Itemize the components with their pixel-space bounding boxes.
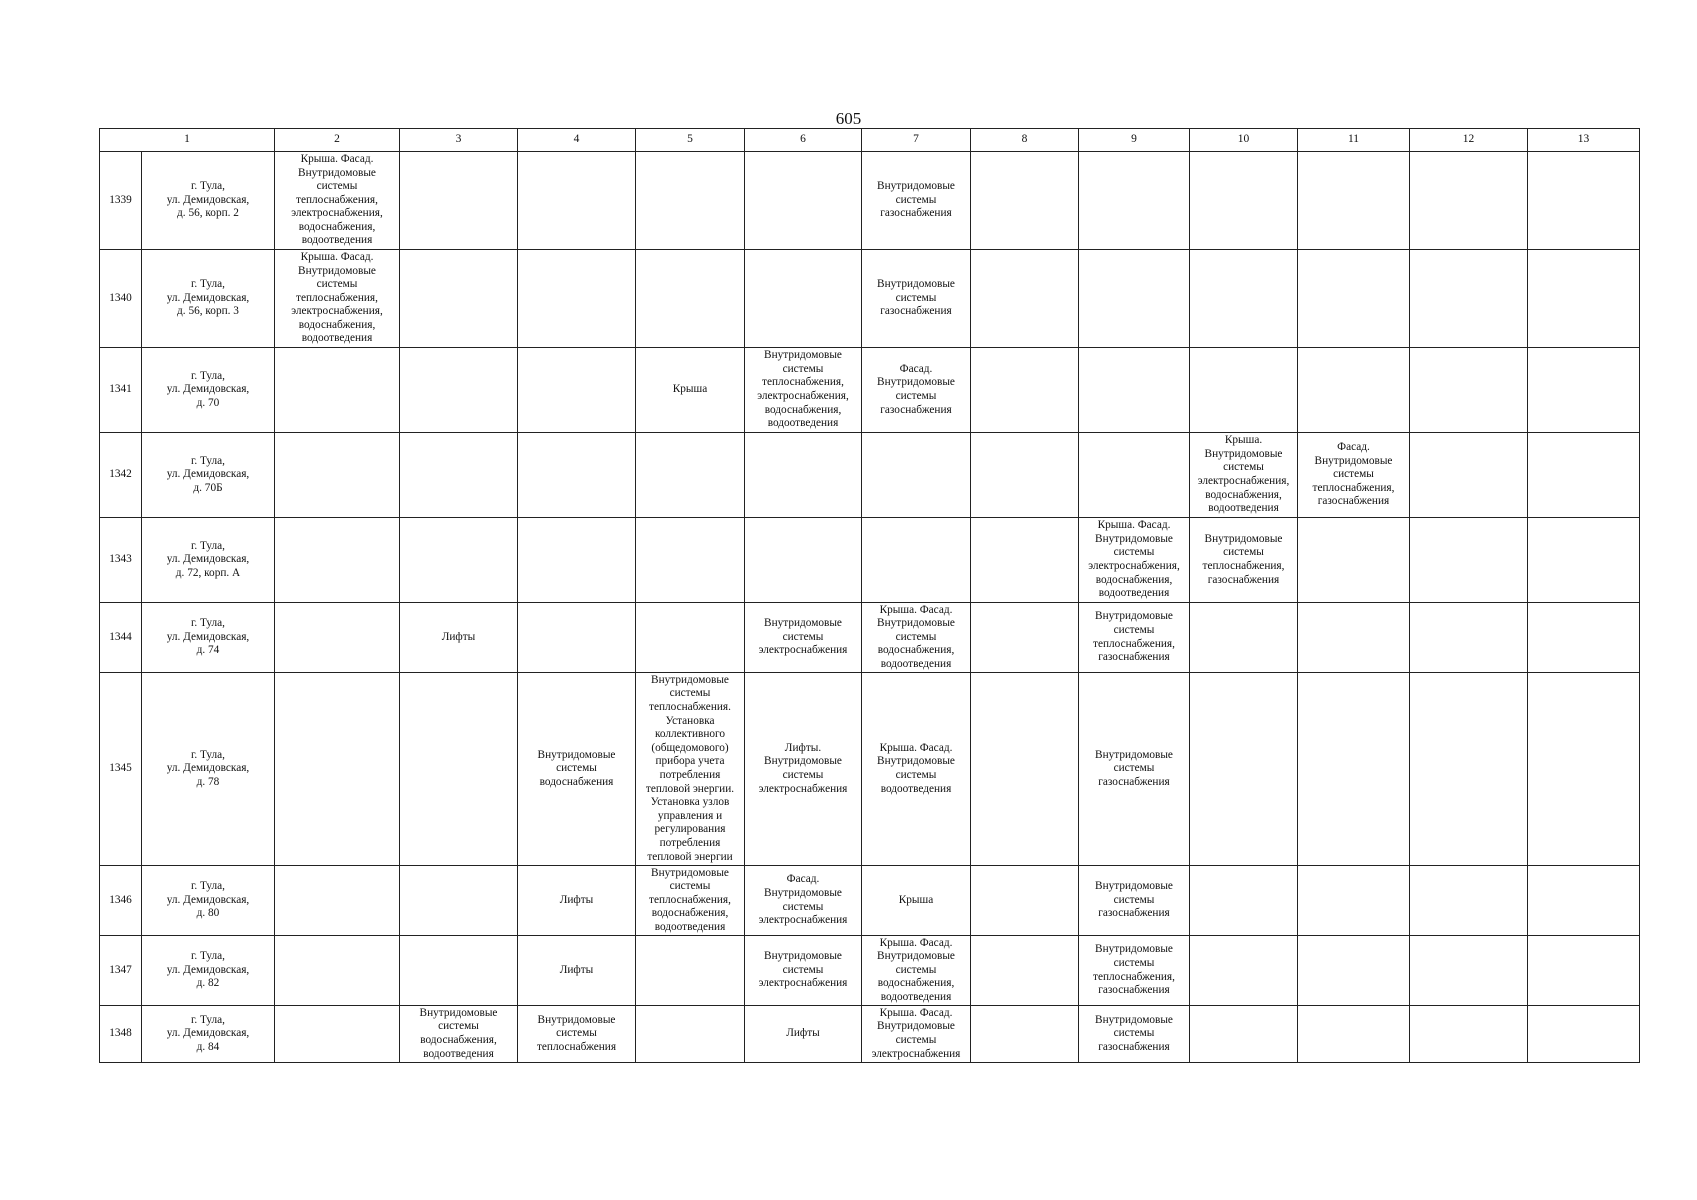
work-cell-col-11 [1298,518,1410,603]
work-cell-col-3 [400,250,518,348]
work-cell-col-6: Фасад. Внутридомовые системы электроснабжения [745,866,862,936]
work-cell-col-7: Внутридомовые системы газоснабжения [862,250,971,348]
work-cell-col-3 [400,152,518,250]
column-header: 7 [862,129,971,152]
work-cell-col-11 [1298,866,1410,936]
work-cell-col-13 [1528,348,1640,433]
work-cell-col-5 [636,518,745,603]
work-cell-col-4: Внутридомовые системы теплоснабжения [518,1006,636,1063]
work-cell-col-12 [1410,518,1528,603]
address-cell: г. Тула, ул. Демидовская, д. 78 [142,673,275,866]
row-number-cell: 1340 [100,250,142,348]
work-cell-col-10 [1190,603,1298,673]
table-row [100,250,1640,348]
work-cell-col-4 [518,152,636,250]
work-cell-col-5 [636,603,745,673]
row-number-cell: 1345 [100,673,142,866]
address-cell: г. Тула, ул. Демидовская, д. 72, корп. А [142,518,275,603]
work-cell-col-5: Крыша [636,348,745,433]
work-cell-col-13 [1528,603,1640,673]
work-cell-col-6: Лифты. Внутридомовые системы электроснабжения [745,673,862,866]
address-cell: г. Тула, ул. Демидовская, д. 80 [142,866,275,936]
work-cell-col-6 [745,250,862,348]
column-header: 5 [636,129,745,152]
work-cell-col-10 [1190,673,1298,866]
row-number-cell: 1343 [100,518,142,603]
work-cell-col-4 [518,603,636,673]
row-number-cell: 1341 [100,348,142,433]
work-cell-col-12 [1410,866,1528,936]
work-cell-col-6: Внутридомовые системы теплоснабжения, электроснабжения, водоснабжения, водоотведения [745,348,862,433]
work-cell-col-7: Крыша. Фасад. Внутридомовые системы водоснабжения, водоотведения [862,936,971,1006]
work-cell-col-8 [971,250,1079,348]
row-number-cell: 1347 [100,936,142,1006]
address-cell: г. Тула, ул. Демидовская, д. 84 [142,1006,275,1063]
work-cell-col-3 [400,673,518,866]
work-cell-col-10 [1190,152,1298,250]
work-cell-col-10 [1190,1006,1298,1063]
table-row [100,866,1640,936]
work-cell-col-6: Внутридомовые системы электроснабжения [745,603,862,673]
work-cell-col-5: Внутридомовые системы теплоснабжения, водоснабжения, водоотведения [636,866,745,936]
work-cell-col-3 [400,433,518,518]
row-number-cell: 1348 [100,1006,142,1063]
work-cell-col-7: Крыша. Фасад. Внутридомовые системы водоотведения [862,673,971,866]
page-number: 605 [835,109,862,128]
work-cell-col-3 [400,348,518,433]
work-cell-col-9: Крыша. Фасад. Внутридомовые системы электроснабжения, водоснабжения, водоотведения [1079,518,1190,603]
table-body [100,152,1640,1063]
work-cell-col-5 [636,936,745,1006]
work-cell-col-7: Внутридомовые системы газоснабжения [862,152,971,250]
work-cell-col-2: Крыша. Фасад. Внутридомовые системы теплоснабжения, электроснабжения, водоснабжения, водоотведения [275,250,400,348]
work-cell-col-8 [971,1006,1079,1063]
work-cell-col-13 [1528,1006,1640,1063]
work-cell-col-8 [971,152,1079,250]
work-cell-col-7: Фасад. Внутридомовые системы газоснабжения [862,348,971,433]
work-cell-col-6 [745,433,862,518]
work-cell-col-11 [1298,348,1410,433]
work-cell-col-11 [1298,673,1410,866]
work-cell-col-5: Внутридомовые системы теплоснабжения. Установка коллективного (общедомового) прибора учета потребления тепловой энергии. Установка узлов управления и регулирования потребления тепловой энергии [636,673,745,866]
work-cell-col-7: Крыша. Фасад. Внутридомовые системы водоснабжения, водоотведения [862,603,971,673]
work-cell-col-10 [1190,250,1298,348]
column-header: 4 [518,129,636,152]
work-cell-col-5 [636,1006,745,1063]
work-cell-col-13 [1528,936,1640,1006]
work-cell-col-2 [275,1006,400,1063]
work-cell-col-3 [400,518,518,603]
work-cell-col-9: Внутридомовые системы теплоснабжения, газоснабжения [1079,603,1190,673]
address-cell: г. Тула, ул. Демидовская, д. 74 [142,603,275,673]
row-number-cell: 1346 [100,866,142,936]
work-cell-col-12 [1410,348,1528,433]
work-cell-col-10: Крыша. Внутридомовые системы электроснабжения, водоснабжения, водоотведения [1190,433,1298,518]
work-cell-col-8 [971,866,1079,936]
row-number-cell: 1339 [100,152,142,250]
work-cell-col-12 [1410,433,1528,518]
work-cell-col-2 [275,603,400,673]
column-header: 1 [100,129,275,152]
work-cell-col-10 [1190,936,1298,1006]
work-cell-col-13 [1528,152,1640,250]
work-cell-col-9: Внутридомовые системы газоснабжения [1079,673,1190,866]
work-cell-col-10 [1190,866,1298,936]
work-cell-col-12 [1410,152,1528,250]
work-cell-col-4 [518,250,636,348]
work-cell-col-6 [745,152,862,250]
work-cell-col-11 [1298,936,1410,1006]
work-cell-col-9 [1079,250,1190,348]
work-cell-col-9: Внутридомовые системы газоснабжения [1079,1006,1190,1063]
work-cell-col-13 [1528,673,1640,866]
work-cell-col-11 [1298,603,1410,673]
work-cell-col-10: Внутридомовые системы теплоснабжения, газоснабжения [1190,518,1298,603]
work-cell-col-2 [275,673,400,866]
table-row [100,152,1640,250]
work-cell-col-7 [862,433,971,518]
work-cell-col-8 [971,518,1079,603]
work-cell-col-11: Фасад. Внутридомовые системы теплоснабжения, газоснабжения [1298,433,1410,518]
work-cell-col-7 [862,518,971,603]
work-cell-col-4: Лифты [518,866,636,936]
address-cell: г. Тула, ул. Демидовская, д. 70Б [142,433,275,518]
work-cell-col-9 [1079,152,1190,250]
work-cell-col-7: Крыша [862,866,971,936]
work-cell-col-11 [1298,250,1410,348]
work-cell-col-13 [1528,433,1640,518]
work-cell-col-4 [518,348,636,433]
column-header: 8 [971,129,1079,152]
table-row [100,673,1640,866]
work-cell-col-9 [1079,348,1190,433]
table-row [100,433,1640,518]
work-cell-col-8 [971,673,1079,866]
table-row [100,1006,1640,1063]
table-row [100,936,1640,1006]
work-cell-col-13 [1528,250,1640,348]
row-number-cell: 1344 [100,603,142,673]
work-cell-col-11 [1298,152,1410,250]
work-cell-col-8 [971,433,1079,518]
work-cell-col-12 [1410,250,1528,348]
work-cell-col-2 [275,433,400,518]
work-cell-col-3 [400,936,518,1006]
work-cell-col-6: Лифты [745,1006,862,1063]
work-cell-col-3: Лифты [400,603,518,673]
work-cell-col-12 [1410,673,1528,866]
work-cell-col-8 [971,603,1079,673]
work-cell-col-4 [518,433,636,518]
table-row [100,603,1640,673]
column-header: 11 [1298,129,1410,152]
work-cell-col-9: Внутридомовые системы газоснабжения [1079,866,1190,936]
column-header: 6 [745,129,862,152]
work-cell-col-2 [275,866,400,936]
column-header: 2 [275,129,400,152]
work-cell-col-2 [275,348,400,433]
work-cell-col-7: Крыша. Фасад. Внутридомовые системы электроснабжения [862,1006,971,1063]
work-cell-col-2: Крыша. Фасад. Внутридомовые системы теплоснабжения, электроснабжения, водоснабжения, водоотведения [275,152,400,250]
work-cell-col-5 [636,152,745,250]
work-cell-col-9 [1079,433,1190,518]
work-cell-col-12 [1410,1006,1528,1063]
address-cell: г. Тула, ул. Демидовская, д. 56, корп. 2 [142,152,275,250]
work-cell-col-2 [275,936,400,1006]
column-header: 12 [1410,129,1528,152]
work-cell-col-3 [400,866,518,936]
work-cell-col-13 [1528,866,1640,936]
work-cell-col-6: Внутридомовые системы электроснабжения [745,936,862,1006]
work-cell-col-5 [636,433,745,518]
work-cell-col-13 [1528,518,1640,603]
work-cell-col-11 [1298,1006,1410,1063]
column-header: 13 [1528,129,1640,152]
address-cell: г. Тула, ул. Демидовская, д. 56, корп. 3 [142,250,275,348]
address-cell: г. Тула, ул. Демидовская, д. 82 [142,936,275,1006]
work-cell-col-8 [971,936,1079,1006]
work-cell-col-8 [971,348,1079,433]
work-cell-col-9: Внутридомовые системы теплоснабжения, газоснабжения [1079,936,1190,1006]
column-header: 9 [1079,129,1190,152]
work-cell-col-12 [1410,603,1528,673]
work-cell-col-6 [745,518,862,603]
work-cell-col-10 [1190,348,1298,433]
work-cell-col-4 [518,518,636,603]
row-number-cell: 1342 [100,433,142,518]
work-cell-col-5 [636,250,745,348]
table-row [100,518,1640,603]
column-number-row [100,129,1640,152]
column-header: 10 [1190,129,1298,152]
work-cell-col-2 [275,518,400,603]
work-cell-col-12 [1410,936,1528,1006]
repair-schedule-table [99,128,1640,1063]
work-cell-col-4: Лифты [518,936,636,1006]
address-cell: г. Тула, ул. Демидовская, д. 70 [142,348,275,433]
column-header: 3 [400,129,518,152]
work-cell-col-4: Внутридомовые системы водоснабжения [518,673,636,866]
work-cell-col-3: Внутридомовые системы водоснабжения, водоотведения [400,1006,518,1063]
table-row [100,348,1640,433]
